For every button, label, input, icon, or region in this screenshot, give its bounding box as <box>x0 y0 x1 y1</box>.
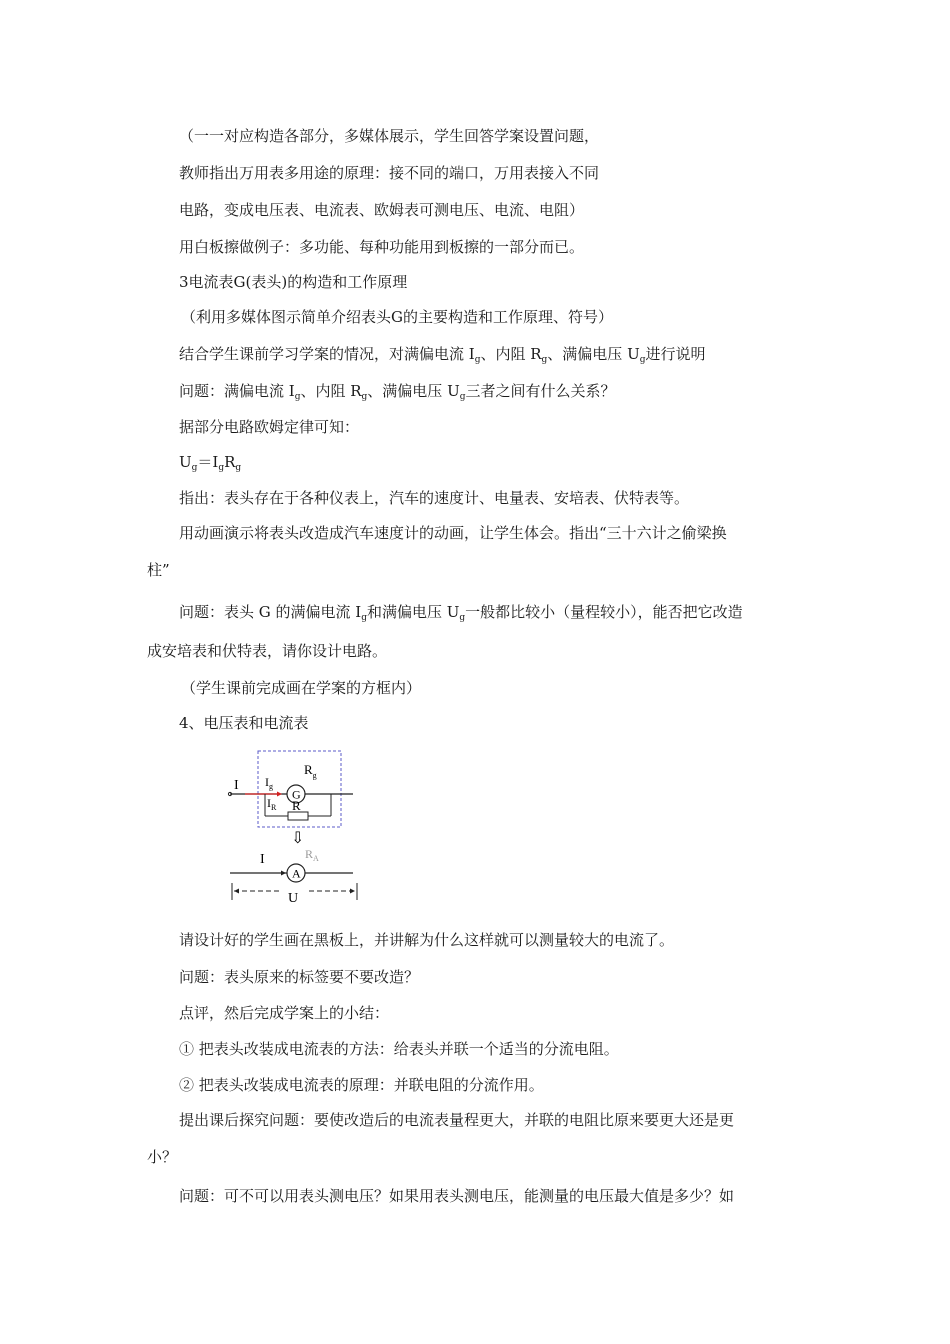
voltage-arrow-right <box>350 889 355 894</box>
label-R: R <box>292 798 301 813</box>
label-I: I <box>234 778 239 793</box>
shunt-resistor <box>288 812 308 820</box>
paragraph-line: （利用多媒体图示简单介绍表头G的主要构造和工作原理、符号） <box>181 308 613 326</box>
voltage-arrow-left <box>234 889 239 894</box>
label-RA: $R_A$ <box>305 847 319 863</box>
paragraph-line: 电路，变成电压表、电流表、欧姆表可测电压、电流、电阻） <box>179 201 585 219</box>
paragraph-line: （一一对应构造各部分，多媒体展示，学生回答学案设置问题， <box>179 127 600 145</box>
summary-item: ② 把表头改装成电流表的原理：并联电阻的分流作用。 <box>179 1076 544 1094</box>
paragraph-line: 教师指出万用表多用途的原理：接不同的端口，万用表接入不同 <box>179 164 600 182</box>
paragraph-line: 小？ <box>147 1148 178 1166</box>
paragraph-line: 问题：可不可以用表头测电压？如果用表头测电压，能测量的电压最大值是多少？如 <box>179 1187 735 1205</box>
ammeter-circuit-diagram <box>225 745 375 905</box>
paragraph-line: 用白板擦做例子：多功能、每种功能用到板擦的一部分而已。 <box>179 238 585 256</box>
label-A: A <box>292 866 301 881</box>
paragraph-line: 用动画演示将表头改造成汽车速度计的动画，让学生体会。指出“三十六计之偷梁换 <box>179 524 727 542</box>
paragraph-line: 问题：表头原来的标签要不要改造？ <box>179 968 420 986</box>
paragraph-line: 问题：表头 G 的满偏电流 $I_g$和满偏电压 $U_g$一般都比较小（量程较小），能否把它改造 <box>179 603 743 623</box>
label-IR: $I_R$ <box>267 796 277 812</box>
paragraph-line: 点评，然后完成学案上的小结： <box>179 1004 390 1022</box>
label-I-bottom: I <box>260 852 265 867</box>
paragraph-line: 问题：满偏电流 $I_g$、内阻 $R_g$、满偏电压 $U_g$三者之间有什么关系？ <box>179 382 616 402</box>
paragraph-line: 据部分电路欧姆定律可知： <box>179 418 360 436</box>
paragraph-line: 指出：表头存在于各种仪表上，汽车的速度计、电量表、安培表、伏特表等。 <box>179 489 690 507</box>
paragraph-line: 柱” <box>147 561 170 579</box>
paragraph-line: （学生课前完成画在学案的方框内） <box>181 679 422 697</box>
paragraph-line: 请设计好的学生画在黑板上，并讲解为什么这样就可以测量较大的电流了。 <box>179 931 675 949</box>
label-Rg: $R_g$ <box>304 762 317 780</box>
transform-arrow: ⇩ <box>291 830 305 847</box>
label-G: G <box>292 787 301 802</box>
label-U: U <box>288 891 299 905</box>
summary-item: ① 把表头改装成电流表的方法：给表头并联一个适当的分流电阻。 <box>179 1040 619 1058</box>
paragraph-line: 结合学生课前学习学案的情况，对满偏电流 $I_g$、内阻 $R_g$、满偏电压 $U_g$进行说明 <box>179 345 706 365</box>
formula-line: $U_g=I_gR_g$ <box>179 453 242 473</box>
section-heading: 4、电压表和电流表 <box>179 714 309 732</box>
ammeter-current-arrowhead <box>281 871 286 876</box>
current-arrowhead <box>277 792 282 797</box>
paragraph-line: 成安培表和伏特表，请你设计电路。 <box>147 642 388 660</box>
paragraph-line: 提出课后探究问题：要使改造后的电流表量程更大，并联的电阻比原来要更大还是更 <box>179 1111 735 1129</box>
section-heading: 3电流表G(表头)的构造和工作原理 <box>179 273 408 291</box>
label-Ig: $I_g$ <box>265 775 273 791</box>
